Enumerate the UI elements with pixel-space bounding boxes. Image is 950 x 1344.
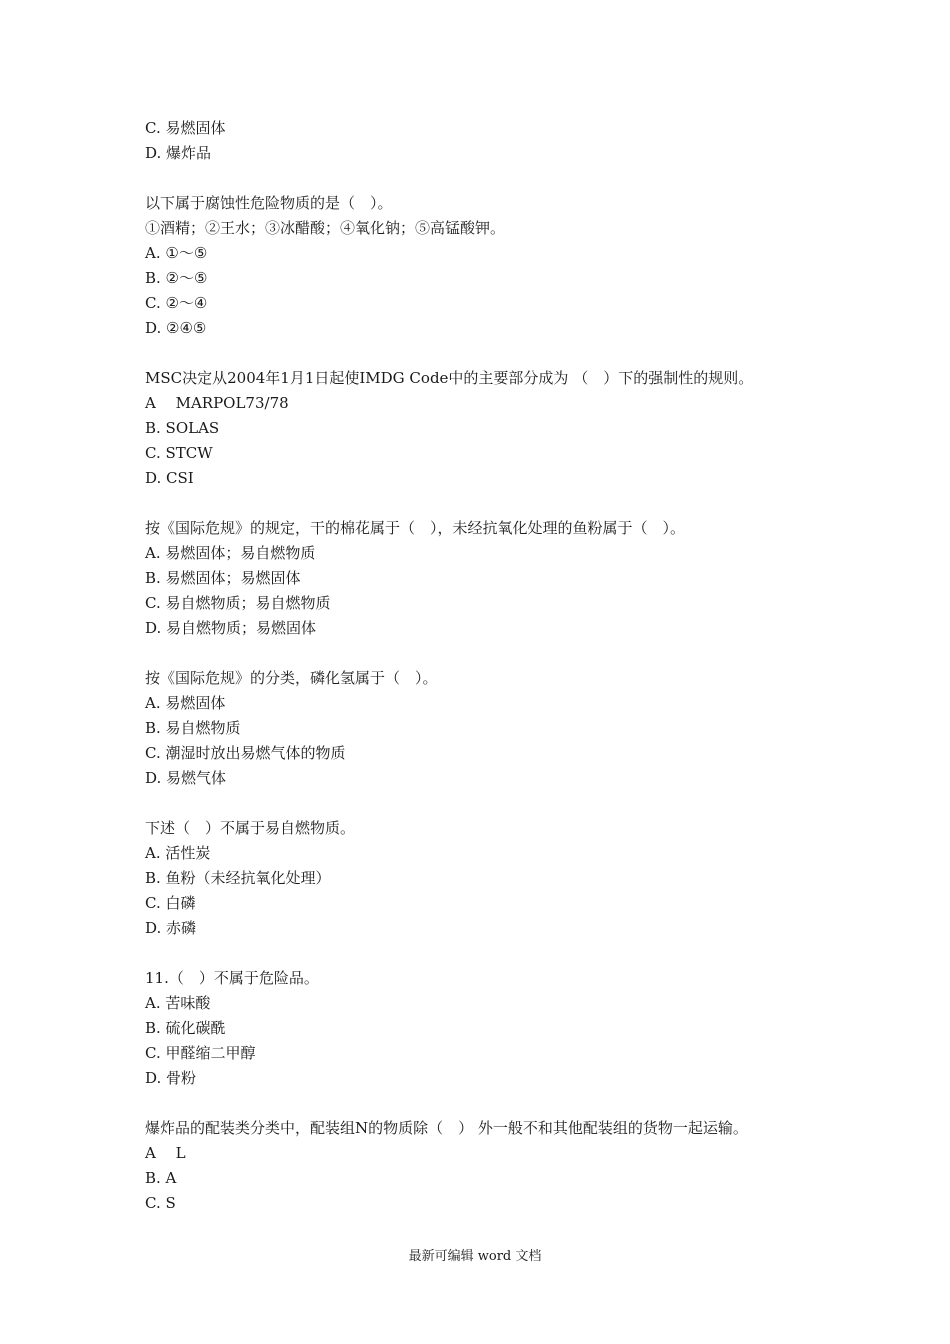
spacer	[145, 1091, 845, 1116]
option-line: D. CSI	[145, 469, 194, 487]
option-line: A. 易燃固体；易自燃物质	[145, 544, 316, 562]
option-line: B. 易自燃物质	[145, 719, 241, 737]
option-line: C. 易燃固体	[145, 119, 226, 137]
spacer	[145, 341, 845, 366]
spacer	[145, 941, 845, 966]
option-line: A MARPOL73/78	[145, 394, 289, 412]
page-footer: 最新可编辑 word 文档	[408, 1249, 542, 1264]
option-line: B. 硫化碳酰	[145, 1019, 226, 1037]
document-body	[145, 116, 845, 1216]
option-line: D. 爆炸品	[145, 144, 212, 162]
option-line: D. 易燃气体	[145, 769, 227, 787]
question-stem: 下述（ ）不属于易自燃物质。	[145, 819, 356, 837]
option-line: D. 骨粉	[145, 1069, 197, 1087]
question-block	[145, 516, 845, 641]
option-line: B. A	[145, 1169, 177, 1187]
option-line: C. STCW	[145, 444, 213, 462]
question-stem: MSC决定从2004年1月1日起使IMDG Code中的主要部分成为 （ ）下的强制性的规则。	[145, 369, 754, 387]
question-stem: 按《国际危规》的分类，磷化氢属于（ ）。	[145, 669, 438, 687]
question-stem: 爆炸品的配装类分类中，配装组N的物质除（ ） 外一般不和其他配装组的货物一起运输。	[145, 1119, 748, 1137]
question-block	[145, 191, 845, 341]
question-stem: ①酒精；②王水；③冰醋酸；④氧化钠；⑤高锰酸钾。	[145, 219, 506, 237]
option-line: C. 易自燃物质；易自燃物质	[145, 594, 331, 612]
option-line: A. 易燃固体	[145, 694, 226, 712]
option-line: D. 易自燃物质；易燃固体	[145, 619, 317, 637]
question-block	[145, 1116, 845, 1216]
question-stem: 11.（ ）不属于危险品。	[145, 969, 319, 987]
spacer	[145, 166, 845, 191]
option-line: A. ①～⑤	[145, 244, 208, 262]
question-block	[145, 366, 845, 491]
question-stem: 以下属于腐蚀性危险物质的是（ ）。	[145, 194, 393, 212]
option-line: C. S	[145, 1194, 176, 1212]
spacer	[145, 491, 845, 516]
option-line: B. ②～⑤	[145, 269, 208, 287]
option-line: C. 潮湿时放出易燃气体的物质	[145, 744, 346, 762]
option-line: B. 易燃固体；易燃固体	[145, 569, 301, 587]
question-block	[145, 666, 845, 791]
option-line: D. ②④⑤	[145, 319, 207, 337]
spacer	[145, 641, 845, 666]
option-line: B. SOLAS	[145, 419, 220, 437]
option-line: A L	[145, 1144, 186, 1162]
option-line: C. ②～④	[145, 294, 208, 312]
question-block	[145, 116, 845, 166]
question-block	[145, 816, 845, 941]
option-line: C. 白磷	[145, 894, 196, 912]
option-line: A. 苦味酸	[145, 994, 211, 1012]
option-line: A. 活性炭	[145, 844, 211, 862]
option-line: B. 鱼粉（未经抗氧化处理）	[145, 869, 331, 887]
question-stem: 按《国际危规》的规定，干的棉花属于（ ），未经抗氧化处理的鱼粉属于（ ）。	[145, 519, 686, 537]
question-block	[145, 966, 845, 1091]
option-line: C. 甲醛缩二甲醇	[145, 1044, 256, 1062]
spacer	[145, 791, 845, 816]
option-line: D. 赤磷	[145, 919, 197, 937]
